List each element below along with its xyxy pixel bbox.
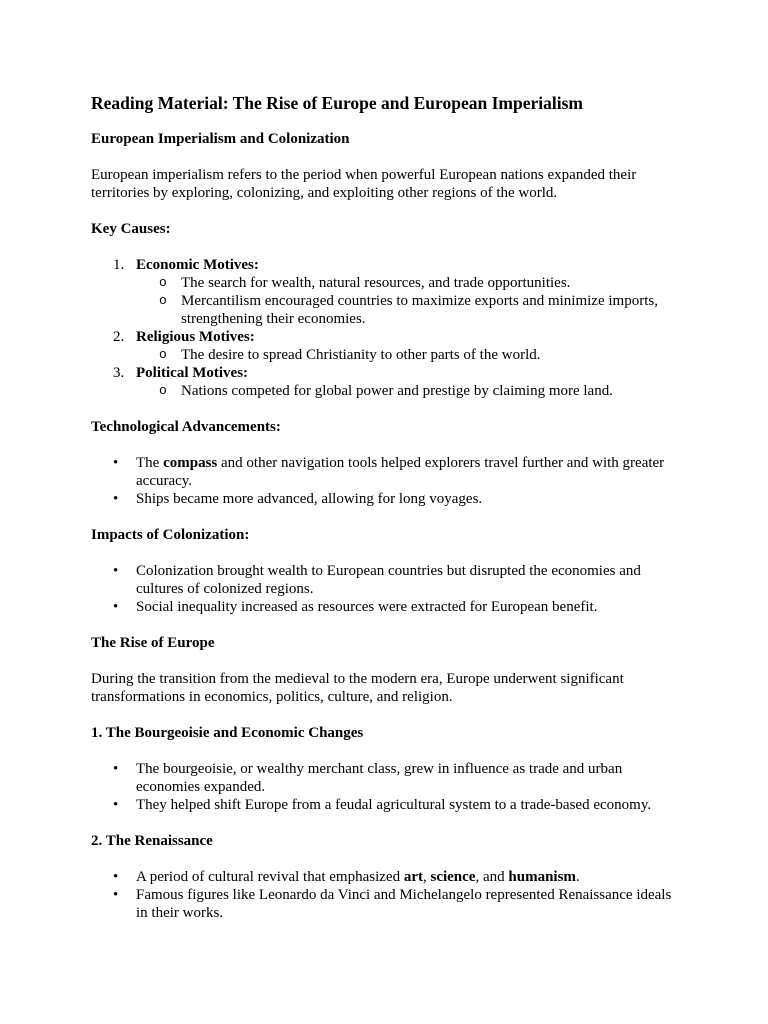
document-body (91, 93, 681, 940)
cause-title: Political Motives: (136, 365, 249, 381)
text-span: Colonization brought wealth to European countries but disrupted the economies and cultures of colonized regions. (136, 563, 641, 597)
sub-bullet-marker: o (159, 275, 167, 290)
sub-item-text: The desire to spread Christianity to other parts of the world. (181, 347, 541, 363)
list-item (91, 598, 681, 616)
list-item (91, 796, 681, 814)
heading-renaissance: 2. The Renaissance (91, 833, 213, 849)
text-span: Ships became more advanced, allowing for long voyages. (136, 491, 483, 507)
list-item (91, 454, 681, 490)
bullet-marker: • (113, 869, 119, 885)
renaissance-bullet-list (91, 868, 681, 922)
heading-imperialism-colonization: European Imperialism and Colonization (91, 131, 350, 147)
heading-impacts-colonization: Impacts of Colonization: (91, 527, 250, 543)
bullet-marker: • (113, 491, 119, 507)
sub-list (136, 382, 681, 400)
paragraph-rise-intro: During the transition from the medieval to the modern era, Europe underwent significant transformations in economics, politics, culture, and religion. (91, 671, 624, 705)
list-number: 2. (113, 329, 125, 345)
heading-rise-of-europe: The Rise of Europe (91, 635, 215, 651)
bold-term-compass: compass (163, 455, 218, 471)
tech-bullet-list (91, 454, 681, 508)
bullet-marker: • (113, 455, 119, 471)
sub-item (91, 346, 681, 364)
sub-bullet-marker: o (159, 293, 167, 308)
causes-list (91, 256, 681, 400)
sub-item (91, 292, 681, 328)
sub-item (91, 274, 681, 292)
sub-item-text: Mercantilism encouraged countries to maximize exports and minimize imports, strengthening their economies. (181, 293, 658, 327)
text-span: Social inequality increased as resources were extracted for European benefit. (136, 599, 598, 615)
text-span: They helped shift Europe from a feudal agricultural system to a trade-based economy. (136, 797, 652, 813)
text-span: . (575, 869, 580, 885)
list-item (91, 760, 681, 796)
sub-bullet-marker: o (159, 347, 167, 362)
paragraph-imperialism-intro: European imperialism refers to the period when powerful European nations expanded their territories by exploring, colonizing, and exploiting other regions of the world. (91, 167, 637, 201)
list-item (91, 886, 681, 922)
heading-technological-advancements: Technological Advancements: (91, 419, 281, 435)
cause-title: Economic Motives: (136, 257, 259, 273)
bourgeoisie-bullet-list (91, 760, 681, 814)
bold-term-humanism: humanism (508, 869, 576, 885)
list-item (91, 490, 681, 508)
text-span: The bourgeoisie, or wealthy merchant class, grew in influence as trade and urban economies expanded. (136, 761, 623, 795)
bullet-marker: • (113, 887, 119, 903)
impacts-bullet-list (91, 562, 681, 616)
list-item (91, 868, 681, 886)
heading-bourgeoisie: 1. The Bourgeoisie and Economic Changes (91, 725, 364, 741)
cause-title: Religious Motives: (136, 329, 255, 345)
bold-term-science: science (430, 869, 476, 885)
heading-key-causes: Key Causes: (91, 221, 171, 237)
list-item-political (91, 364, 681, 400)
list-item (91, 562, 681, 598)
sub-item-text: The search for wealth, natural resources, and trade opportunities. (181, 275, 571, 291)
sub-list (136, 346, 681, 364)
bold-term-art: art (403, 869, 423, 885)
text-span: Famous figures like Leonardo da Vinci and Michelangelo represented Renaissance ideals in their works. (136, 887, 672, 921)
list-number: 1. (113, 257, 125, 273)
list-item-economic (91, 256, 681, 328)
sub-bullet-marker: o (159, 383, 167, 398)
text-span: The (136, 455, 164, 471)
sub-item-text: Nations competed for global power and prestige by claiming more land. (181, 383, 613, 399)
bullet-marker: • (113, 761, 119, 777)
bullet-marker: • (113, 563, 119, 579)
sub-list (136, 274, 681, 328)
bullet-marker: • (113, 599, 119, 615)
list-item-religious (91, 328, 681, 364)
document-title: Reading Material: The Rise of Europe and European Imperialism (91, 93, 583, 113)
text-span: , (422, 869, 431, 885)
sub-item (91, 382, 681, 400)
text-span: and other navigation tools helped explorers travel further and with greater accuracy. (136, 455, 665, 489)
text-span: A period of cultural revival that emphasized (136, 869, 404, 885)
text-span: , and (475, 869, 509, 885)
list-number: 3. (113, 365, 125, 381)
bullet-marker: • (113, 797, 119, 813)
